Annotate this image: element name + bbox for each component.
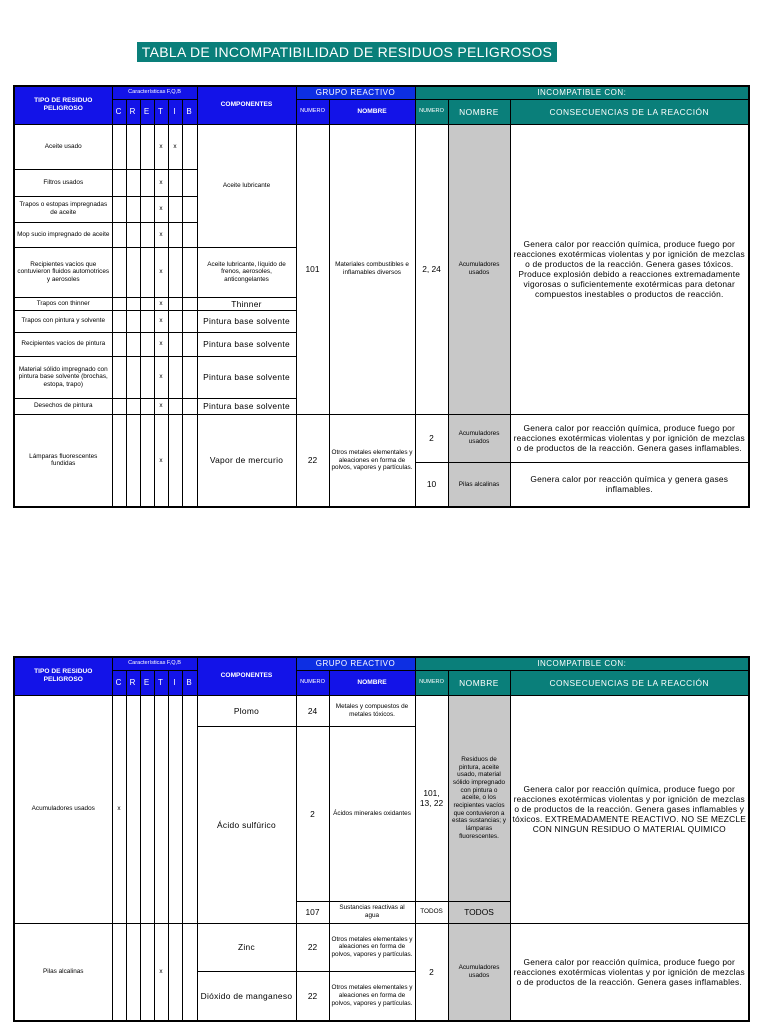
mark-t: x (154, 398, 168, 414)
header-e: E (140, 670, 154, 695)
tipo-cell: Aceite usado (14, 124, 112, 169)
mark-t: x (154, 196, 168, 222)
consecuencia-cell: Genera calor por reacción química y genera gases inflamables. (510, 462, 749, 507)
header-r: R (126, 99, 140, 124)
grupo-nombre: Otros metales elementales y aleaciones en forma de polvos, vapores y partículas. (329, 971, 415, 1021)
incompatible-nombre: Residuos de pintura, aceite usado, material sólido impregnado con pintura o aceite, o los recipientes vacíos que contuvieron a estas sustancias; y lámparas fluorescentes. (448, 695, 510, 901)
incompatible-nombre: TODOS (448, 901, 510, 923)
header-inc-numero: NUMERO (415, 99, 448, 124)
header-t: T (154, 99, 168, 124)
incompatible-numero: 2, 24 (415, 124, 448, 414)
header-e: E (140, 99, 154, 124)
header-tipo: TIPO DE RESIDUO PELIGROSO (14, 657, 112, 695)
componente-cell: Pintura base solvente (197, 356, 296, 398)
tipo-cell: Trapos con pintura y solvente (14, 310, 112, 332)
header-grupo-reactivo: GRUPO REACTIVO (296, 657, 415, 670)
tipo-cell: Pilas alcalinas (14, 923, 112, 1021)
mark-t: x (154, 297, 168, 310)
componente-cell: Thinner (197, 297, 296, 310)
incompatible-nombre: Acumuladores usados (448, 124, 510, 414)
header-inc-nombre: NOMBRE (448, 99, 510, 124)
grupo-nombre: Metales y compuestos de metales tóxicos. (329, 695, 415, 726)
tipo-cell: Filtros usados (14, 169, 112, 196)
mark-t: x (154, 124, 168, 169)
grupo-nombre: Ácidos minerales oxidantes (329, 726, 415, 901)
grupo-nombre: Otros metales elementales y aleaciones en forma de polvos, vapores y partículas. (329, 414, 415, 507)
header-componentes: COMPONENTES (197, 657, 296, 695)
tipo-cell: Desechos de pintura (14, 398, 112, 414)
mark-t: x (154, 310, 168, 332)
componente-cell: Aceite lubricante, líquido de frenos, aerosoles, anticongelantes (197, 247, 296, 297)
header-incompatible: INCOMPATIBLE CON: (415, 657, 749, 670)
grupo-nombre: Sustancias reactivas al agua (329, 901, 415, 923)
header-nombre: NOMBRE (329, 99, 415, 124)
tipo-cell: Lámparas fluorescentes fundidas (14, 414, 112, 507)
mark-t: x (154, 356, 168, 398)
mark-t: x (154, 414, 168, 507)
incompatible-nombre: Acumuladores usados (448, 414, 510, 462)
consecuencia-cell: Genera calor por reacción química, produce fuego por reacciones exotérmicas violentas y por ignición de mezclas o de productos de la reacción. Genera gases inflamables y tóxicos. EXTREMADAMENTE REACTIVO. NO SE MEZCLE CON NINGUN RESIDUO O MATERIAL QUIMICO (510, 695, 749, 923)
tipo-cell: Trapos o estopas impregnadas de aceite (14, 196, 112, 222)
header-caracteristicas: Características F,Q,B (112, 657, 197, 670)
incompatible-numero: 2 (415, 923, 448, 1021)
mark-t: x (154, 332, 168, 356)
mark-t: x (154, 169, 168, 196)
mark-t: x (154, 247, 168, 297)
grupo-numero: 22 (296, 414, 329, 507)
incompatible-nombre: Pilas alcalinas (448, 462, 510, 507)
header-componentes: COMPONENTES (197, 86, 296, 124)
header-c: C (112, 670, 126, 695)
componente-cell: Pintura base solvente (197, 398, 296, 414)
header-incompatible: INCOMPATIBLE CON: (415, 86, 749, 99)
header-tipo: TIPO DE RESIDUO PELIGROSO (14, 86, 112, 124)
header-consecuencias: CONSECUENCIAS DE LA REACCIÓN (510, 99, 749, 124)
header-b: B (182, 670, 197, 695)
componente-cell: Pintura base solvente (197, 310, 296, 332)
componente-cell: Zinc (197, 923, 296, 971)
header-inc-nombre: NOMBRE (448, 670, 510, 695)
incompatibility-table-2 (13, 656, 750, 1022)
grupo-numero: 22 (296, 923, 329, 971)
tipo-cell: Material sólido impregnado con pintura base solvente (brochas, estopa, trapo) (14, 356, 112, 398)
mark-c: x (112, 695, 126, 923)
grupo-numero: 2 (296, 726, 329, 901)
grupo-numero: 24 (296, 695, 329, 726)
grupo-numero: 22 (296, 971, 329, 1021)
mark-t: x (154, 222, 168, 247)
componente-cell: Vapor de mercurio (197, 414, 296, 507)
tipo-cell: Mop sucio impregnado de aceite (14, 222, 112, 247)
header-numero: NUMERO (296, 670, 329, 695)
grupo-nombre: Otros metales elementales y aleaciones en forma de polvos, vapores y partículas. (329, 923, 415, 971)
componente-cell: Ácido sulfúrico (197, 726, 296, 923)
header-caracteristicas: Características F,Q,B (112, 86, 197, 99)
grupo-nombre: Materiales combustibles e inflamables diversos (329, 124, 415, 414)
header-grupo-reactivo: GRUPO REACTIVO (296, 86, 415, 99)
consecuencia-cell: Genera calor por reacción química, produce fuego por reacciones exotérmicas violentas y por ignición de mezclas o de productos de la reacción. Genera gases inflamables. (510, 923, 749, 1021)
incompatible-numero: 2 (415, 414, 448, 462)
header-r: R (126, 670, 140, 695)
header-t: T (154, 670, 168, 695)
incompatible-numero: 101, 13, 22 (415, 695, 448, 901)
header-numero: NUMERO (296, 99, 329, 124)
incompatible-numero: TODOS (415, 901, 448, 923)
consecuencia-cell: Genera calor por reacción química, produce fuego por reacciones exotérmicas violentas y por ignición de mezclas o de productos de la reacción. Genera gases tóxicos. Produce explosión debido a reacciones extremadamente vigorosas o suficientemente exotérmicas para detonar compuestos inestables o productos de reacción. (510, 124, 749, 414)
header-i: I (168, 670, 182, 695)
incompatible-numero: 10 (415, 462, 448, 507)
incompatibility-table-1 (13, 85, 750, 508)
componente-cell: Aceite lubricante (197, 124, 296, 247)
tipo-cell: Acumuladores usados (14, 695, 112, 923)
componente-cell: Plomo (197, 695, 296, 726)
mark-i: x (168, 124, 182, 169)
grupo-numero: 107 (296, 901, 329, 923)
mark-t: x (154, 923, 168, 1021)
header-inc-numero: NUMERO (415, 670, 448, 695)
header-nombre: NOMBRE (329, 670, 415, 695)
incompatible-nombre: Acumuladores usados (448, 923, 510, 1021)
tipo-cell: Recipientes vacíos de pintura (14, 332, 112, 356)
header-consecuencias: CONSECUENCIAS DE LA REACCIÓN (510, 670, 749, 695)
tipo-cell: Recipientes vacíos que contuvieron fluidos automotrices y aerosoles (14, 247, 112, 297)
header-i: I (168, 99, 182, 124)
tipo-cell: Trapos con thinner (14, 297, 112, 310)
consecuencia-cell: Genera calor por reacción química, produce fuego por reacciones exotérmicas violentas y por ignición de mezclas o de productos de la reacción. Genera gases inflamables. (510, 414, 749, 462)
componente-cell: Pintura base solvente (197, 332, 296, 356)
page-title: TABLA DE INCOMPATIBILIDAD DE RESIDUOS PELIGROSOS (137, 42, 557, 62)
grupo-numero: 101 (296, 124, 329, 414)
componente-cell: Dióxido de manganeso (197, 971, 296, 1021)
header-b: B (182, 99, 197, 124)
header-c: C (112, 99, 126, 124)
